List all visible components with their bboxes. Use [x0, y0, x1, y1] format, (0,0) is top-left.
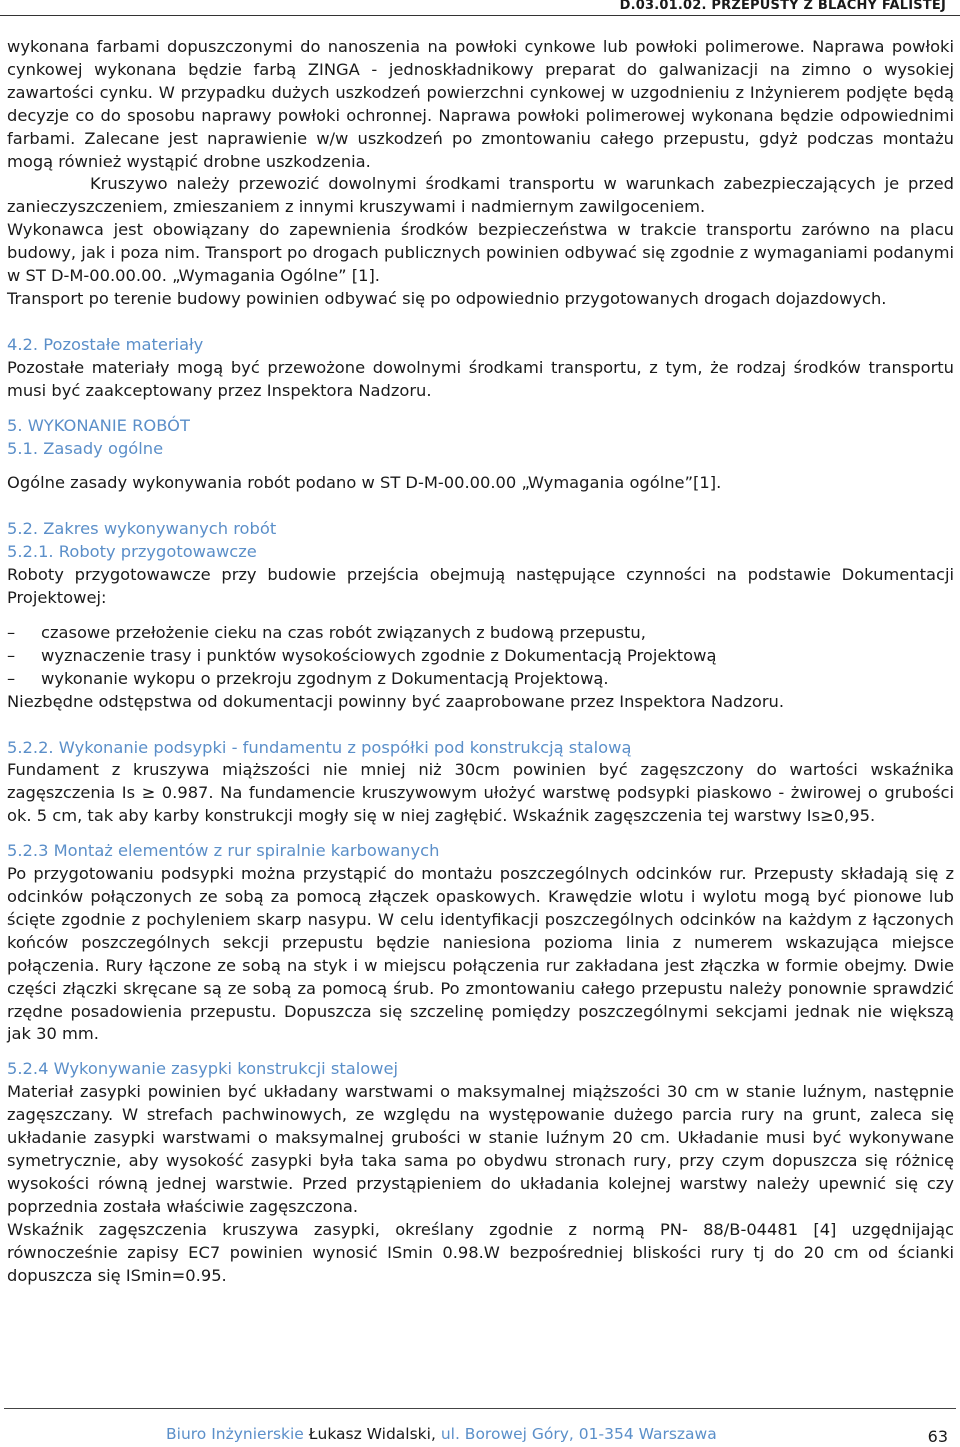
list-item: – wykonanie wykopu o przekroju zgodnym z Dokumentacją Projektową. — [7, 668, 954, 691]
dash-bullet: – — [7, 668, 16, 688]
footer-name: Łukasz Widalski, — [308, 1425, 436, 1443]
document-code-title: D.03.01.02. PRZEPUSTY Z BLACHY FALISTEJ — [619, 0, 946, 13]
heading-4-2: 4.2. Pozostałe materiały — [7, 334, 204, 354]
paragraph-safety: Wykonawca jest obowiązany do zapewnienia środków bezpieczeństwa w trakcie transportu zarówno na placu budowy, jak i poza nim. Transport po drogach publicznych powinien odbywać się zgodnie z wymaganiami podanymi w ST D-M-00.00.00. „Wymagania Ogólne” [1]. — [7, 220, 954, 286]
heading-5-1: 5.1. Zasady ogólne — [7, 438, 164, 458]
paragraph-aggregate-transport: Kruszywo należy przewozić dowolnymi środkami transportu w warunkach zabezpieczających je przed zanieczyszczeniem, zmieszaniem z innymi kruszywami i nadmiernym zawilgoceniem. — [7, 174, 954, 217]
paragraph-site-transport: Transport po terenie budowy powinien odbywać się po odpowiednio przygotowanych drogach dojazdowych. — [7, 288, 887, 308]
text-5-2-4-b: Wskaźnik zagęszczenia kruszywa zasypki, określany zgodnie z normą PN- 88/B-04481 [4] uzgędnijając równocześnie zapisy EC7 powinien wynosić ISmin 0.98.W bezpośredniej bliskości rury tj do 20 cm od ścianki dopuszcza się ISmin=0.95. — [7, 1219, 954, 1285]
header-divider — [0, 15, 960, 16]
text-5-2-3: Po przygotowaniu podsypki można przystąpić do montażu poszczególnych odcinków rur. Przepusty składają się z odcinków połączonych ze sobą za pomocą złączek opaskowych. Krawędzie wlotu i wylotu mogą być pionowe lub ścięte zgodnie z pochyleniem skarp nasypu. W celu identyfikacji poszczególnych odcinków na każdym z łączonych końców poszczególnych sekcji przepustu będzie naniesiona pozioma linia z numerem wskazująca miejsce połączenia. Rury łączone ze sobą na styk i w miejscu połączenia rur zakładana jest złączka w formie obejmy. Dwie części złączki skręcane są ze sobą za pomocą śrub. Po zmontowaniu całego przepustu należy ponownie sprawdzić rzędne posadowienia przepustu. Dopuszcza się szczelinę pomiędzy poszczególnymi sekcjami jednak nie większą jak 30 mm. — [7, 864, 954, 1044]
text-5-2-2: Fundament z kruszywa miąższości nie mniej niż 30cm powinien być zagęszczony do wartości wskaźnika zagęszczenia Is ≥ 0.987. Na fundamencie kruszywowym ułożyć warstwę podsypki piaskowo - żwirowej o grubości ok. 5 cm, tak aby karby konstrukcji mogły się w niej zagłębić. Wskaźnik zagęszczenia tej warstwy Is≥0,95. — [7, 760, 954, 826]
text-5-2-4-a: Materiał zasypki powinien być układany warstwami o maksymalnej miąższości 30 cm w stanie luźnym, następnie zagęszczany. W strefach pachwinowych, ze względu na występowanie dużego parcia rury na grunt, zaleca się układanie zasypki warstwami o maksymalnej grubości w stanie luźnym 20 cm. Układanie musi być wykonywane symetrycznie, aby wysokość zasypki była taka sama po obydwu stronach rury, przy czym dopuszcza się różnicę wysokości równą jednej warstwie. Przed przystąpieniem do układania kolejnej warstwy należy upewnić się czy poprzednia została właściwie zagęszczona. — [7, 1082, 954, 1216]
footer-brand: Biuro Inżynierskie — [166, 1425, 304, 1443]
list-item: – wyznaczenie trasy i punktów wysokościowych zgodnie z Dokumentacją Projektową — [7, 645, 954, 668]
preparatory-works-list — [7, 622, 954, 691]
dash-bullet: – — [7, 622, 16, 642]
footer-address: ul. Borowej Góry, 01-354 Warszawa — [440, 1425, 717, 1443]
page-header — [0, 0, 960, 16]
text-4-2: Pozostałe materiały mogą być przewożone dowolnymi środkami transportu, z tym, że rodzaj środków transportu musi być zaakceptowany przez Inspektora Nadzoru. — [7, 357, 954, 400]
paragraph-coating-repair: wykonana farbami dopuszczonymi do nanoszenia na powłoki cynkowe lub powłoki polimerowe. Naprawa powłoki cynkowej wykonana będzie farbą ZINGA - jednoskładnikowy preparat do galwanizacji na zimno o wysokiej zawartości cynku. W przypadku dużych uszkodzeń powierzchni cynkowej w uzgodnieniu z Inżynierem podjęte będą decyzje co do sposobu naprawy powłoki ochronnej. Naprawa powłoki polimerowej wykonana będzie odpowiednimi farbami. Zalecane jest naprawienie w/w uszkodzeń po zmontowaniu całego przepustu, gdyż podczas montażu mogą również wystąpić drobne uszkodzenia. — [7, 37, 954, 171]
heading-5-2-2: 5.2.2. Wykonanie podsypki - fundamentu z pospółki pod konstrukcją stalową — [7, 737, 632, 757]
heading-5: 5. WYKONANIE ROBÓT — [7, 415, 190, 435]
document-body — [7, 36, 954, 1287]
heading-5-2-4: 5.2.4 Wykonywanie zasypki konstrukcji stalowej — [7, 1059, 399, 1079]
footer-divider — [4, 1408, 956, 1409]
page-number: 63 — [927, 1427, 948, 1446]
heading-5-2: 5.2. Zakres wykonywanych robót — [7, 519, 277, 539]
page-footer — [166, 1425, 717, 1443]
text-5-2-1-intro: Roboty przygotowawcze przy budowie przejścia obejmują następujące czynności na podstawie Dokumentacji Projektowej: — [7, 565, 954, 608]
text-5-2-1-outro: Niezbędne odstępstwa od dokumentacji powinny być zaaprobowane przez Inspektora Nadzoru. — [7, 691, 785, 711]
dash-bullet: – — [7, 645, 16, 665]
text-5-1: Ogólne zasady wykonywania robót podano w ST D-M-00.00.00 „Wymagania ogólne”[1]. — [7, 473, 722, 493]
list-item: – czasowe przełożenie cieku na czas robót związanych z budową przepustu, — [7, 622, 954, 645]
heading-5-2-1: 5.2.1. Roboty przygotowawcze — [7, 542, 257, 562]
heading-5-2-3: 5.2.3 Montaż elementów z rur spiralnie karbowanych — [7, 841, 440, 861]
